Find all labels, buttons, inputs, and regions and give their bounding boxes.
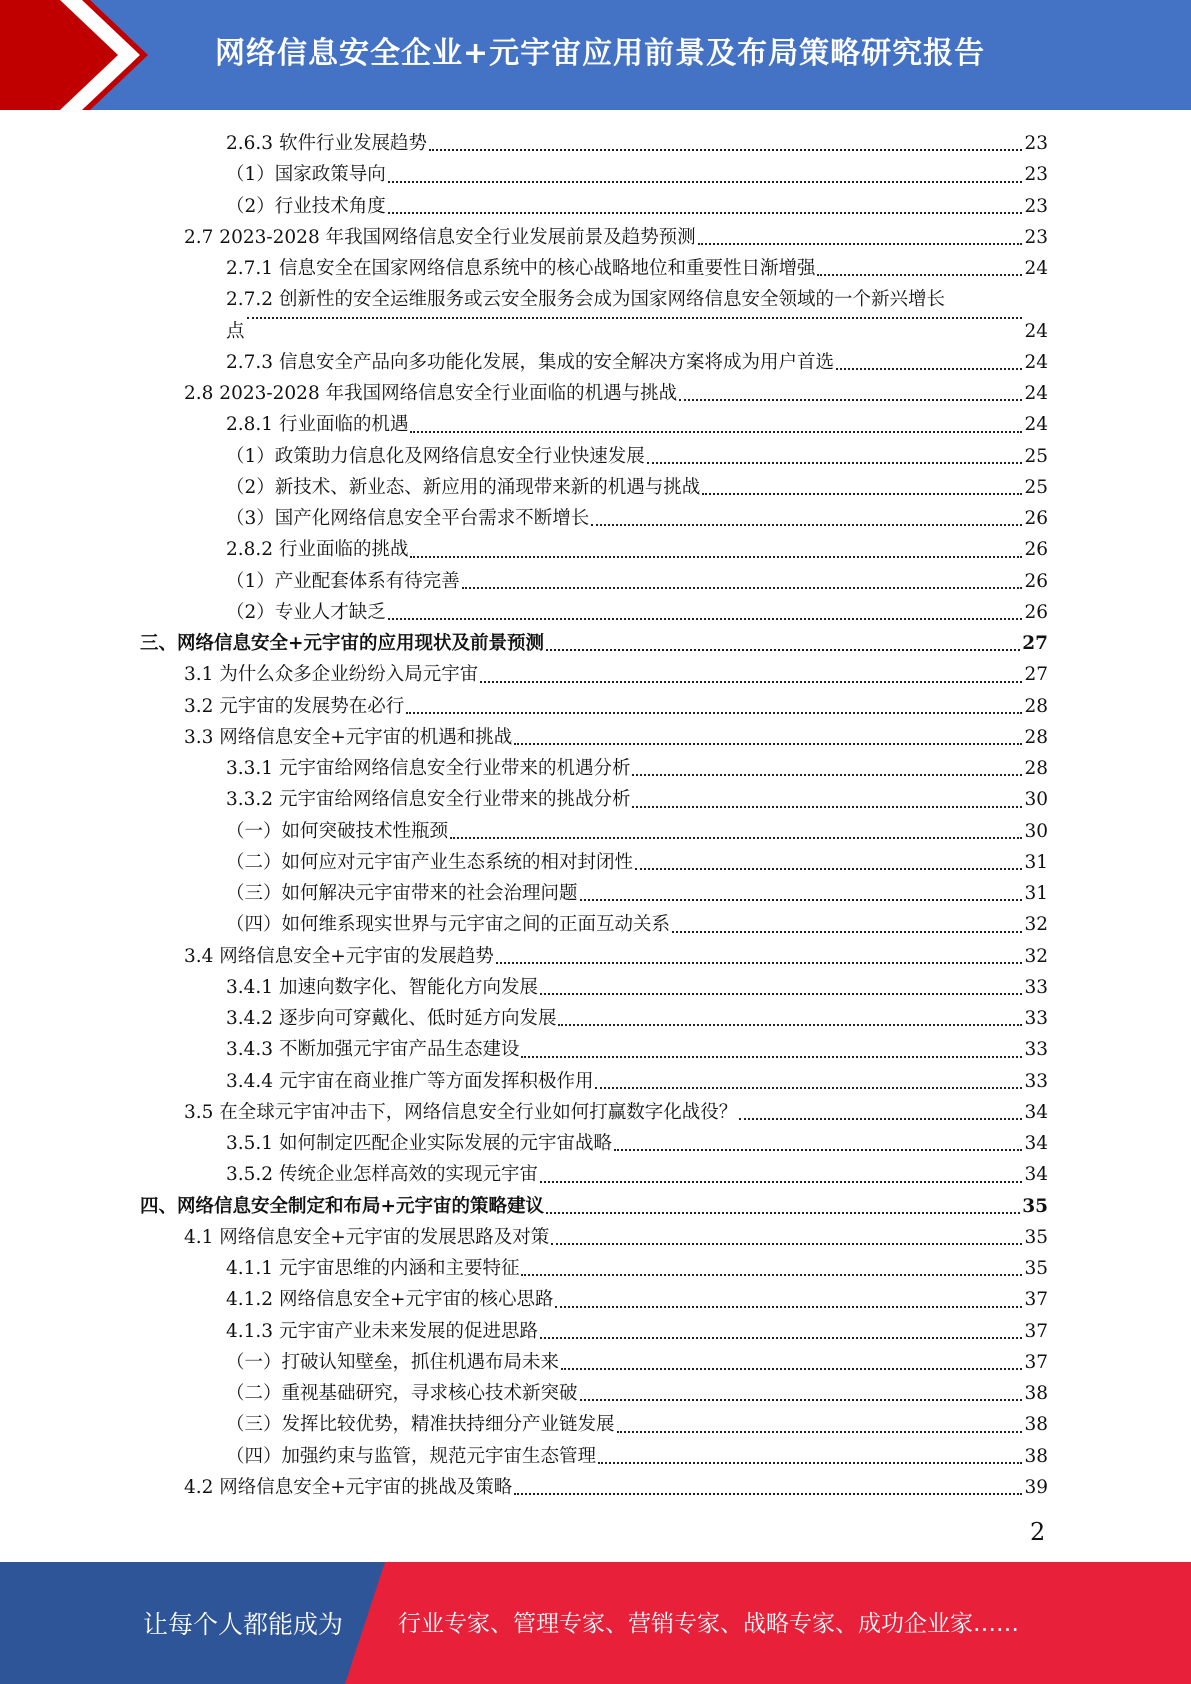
toc-entry[interactable]	[140, 1347, 1048, 1378]
toc-page-number: 33	[1024, 1070, 1048, 1092]
toc-page-number: 26	[1024, 570, 1048, 592]
toc-dot-leader	[462, 586, 1023, 589]
toc-entry-label: （1）产业配套体系有待完善	[226, 570, 460, 592]
toc-entry[interactable]	[140, 1034, 1048, 1065]
toc-entry-label: 3.1 为什么众多企业纷纷入局元宇宙	[184, 664, 479, 686]
toc-page-number: 37	[1024, 1320, 1048, 1342]
toc-entry[interactable]	[140, 1191, 1048, 1222]
toc-page-number: 34	[1024, 1164, 1048, 1186]
toc-page-number: 38	[1024, 1414, 1048, 1436]
toc-entry-label: 2.7 2023-2028 年我国网络信息安全行业发展前景及趋势预测	[184, 226, 696, 248]
toc-entry[interactable]	[140, 566, 1048, 597]
toc-dot-leader	[540, 1336, 1022, 1339]
toc-page-number: 38	[1024, 1383, 1048, 1404]
toc-page-number: 30	[1024, 789, 1048, 811]
toc-entry[interactable]	[140, 1097, 1048, 1128]
toc-page-number: 25	[1024, 476, 1048, 498]
toc-entry-label: 3.3.2 元宇宙给网络信息安全行业带来的挑战分析	[226, 789, 631, 811]
toc-dot-leader	[410, 555, 1022, 558]
toc-page-number: 27	[1022, 633, 1048, 654]
toc-entry[interactable]	[140, 1003, 1048, 1034]
toc-dot-leader	[672, 930, 1022, 933]
toc-dot-leader	[698, 242, 1023, 245]
toc-dot-leader	[561, 1367, 1022, 1370]
toc-page-number: 31	[1024, 851, 1048, 873]
toc-entry-label: 4.1 网络信息安全+元宇宙的发展思路及对策	[184, 1226, 550, 1248]
toc-page-number: 33	[1024, 1039, 1048, 1061]
toc-page-number: 23	[1024, 164, 1048, 186]
toc-entry[interactable]	[140, 753, 1048, 784]
toc-entry-label: 3.5.2 传统企业怎样高效的实现元宇宙	[226, 1164, 538, 1186]
toc-entry[interactable]	[140, 597, 1048, 628]
toc-page-number: 37	[1024, 1351, 1048, 1373]
toc-entry-label: （三）如何解决元宇宙带来的社会治理问题	[226, 883, 578, 904]
toc-entry-label: （2）专业人才缺乏	[226, 601, 386, 623]
toc-entry-label: （三）发挥比较优势，精准扶持细分产业链发展	[226, 1414, 615, 1436]
toc-dot-leader	[514, 742, 1022, 745]
table-of-contents	[140, 128, 1048, 1503]
toc-page-number: 31	[1024, 883, 1048, 904]
toc-dot-leader	[836, 367, 1022, 370]
toc-entry[interactable]	[140, 1066, 1048, 1097]
toc-entry[interactable]	[140, 847, 1048, 878]
toc-dot-leader	[514, 1492, 1022, 1495]
toc-dot-leader	[598, 1461, 1022, 1464]
toc-entry[interactable]	[140, 691, 1048, 722]
toc-entry-label: 2.7.2 创新性的安全运维服务或云安全服务会成为国家网络信息安全领域的一个新兴增长	[226, 289, 945, 311]
toc-entry-label: 4.2 网络信息安全+元宇宙的挑战及策略	[184, 1476, 513, 1498]
toc-entry-label: （一）打破认知壁垒，抓住机遇布局未来	[226, 1351, 560, 1373]
toc-dot-leader	[632, 805, 1022, 808]
toc-dot-leader	[632, 773, 1022, 776]
toc-dot-leader	[247, 316, 1023, 319]
toc-dot-leader	[702, 492, 1022, 495]
toc-dot-leader	[429, 148, 1022, 151]
toc-entry-label: 4.1.3 元宇宙产业未来发展的促进思路	[226, 1320, 538, 1342]
toc-entry-label: 2.7.3 信息安全产品向多功能化发展，集成的安全解决方案将成为用户首选	[226, 351, 834, 373]
toc-dot-leader	[521, 1273, 1022, 1276]
toc-entry[interactable]	[140, 378, 1048, 409]
toc-dot-leader	[546, 1211, 1020, 1214]
toc-entry[interactable]	[140, 659, 1048, 690]
toc-page-number: 30	[1024, 820, 1048, 842]
toc-entry[interactable]	[140, 909, 1048, 940]
page-header	[0, 0, 1191, 110]
page-footer	[0, 1562, 1191, 1684]
toc-page-number: 26	[1024, 539, 1048, 561]
toc-entry-label: （二）如何应对元宇宙产业生态系统的相对封闭性	[226, 851, 634, 873]
toc-dot-leader	[388, 180, 1023, 183]
toc-entry[interactable]	[140, 534, 1048, 565]
toc-page-number: 26	[1024, 601, 1048, 623]
toc-page-number: 24	[1024, 383, 1048, 404]
toc-dot-leader	[521, 1055, 1022, 1058]
toc-page-number: 35	[1022, 1195, 1048, 1217]
toc-dot-leader	[551, 1242, 1022, 1245]
toc-entry-label: 3.4.3 不断加强元宇宙产品生态建设	[226, 1039, 520, 1061]
toc-entry-label: （四）加强约束与监管，规范元宇宙生态管理	[226, 1445, 597, 1467]
toc-entry-label: （1）政策助力信息化及网络信息安全行业快速发展	[226, 445, 645, 467]
toc-entry[interactable]	[140, 1128, 1048, 1159]
toc-page-number: 24	[1024, 320, 1048, 342]
toc-dot-leader	[540, 1180, 1022, 1183]
toc-dot-leader	[647, 461, 1023, 464]
toc-entry-label: 2.8 2023-2028 年我国网络信息安全行业面临的机遇与挑战	[184, 383, 678, 404]
toc-dot-leader	[540, 992, 1022, 995]
toc-entry-label: 三、网络信息安全+元宇宙的应用现状及前景预测	[140, 633, 545, 654]
toc-entry-label: 2.8.1 行业面临的机遇	[226, 414, 409, 436]
toc-dot-leader	[580, 1398, 1023, 1401]
toc-entry[interactable]	[140, 878, 1048, 909]
page-number: 2	[1030, 1518, 1046, 1546]
toc-entry[interactable]	[140, 1159, 1048, 1190]
toc-entry-label: 3.4.4 元宇宙在商业推广等方面发挥积极作用	[226, 1070, 594, 1092]
toc-page-number: 23	[1024, 226, 1048, 248]
toc-page-number: 32	[1024, 914, 1048, 936]
toc-entry[interactable]	[140, 1441, 1048, 1472]
toc-page-number: 34	[1024, 1133, 1048, 1154]
toc-dot-leader	[406, 711, 1022, 714]
toc-entry-label: （一）如何突破技术性瓶颈	[226, 820, 449, 842]
toc-entry-label: 3.5 在全球元宇宙冲击下，网络信息安全行业如何打赢数字化战役？	[184, 1101, 738, 1123]
toc-page-number: 24	[1024, 351, 1048, 373]
toc-entry[interactable]	[140, 441, 1048, 472]
toc-entry[interactable]	[140, 409, 1048, 440]
toc-entry-label: 3.4 网络信息安全+元宇宙的发展趋势	[184, 945, 494, 967]
toc-dot-leader	[617, 1430, 1023, 1433]
toc-page-number: 24	[1024, 414, 1048, 436]
toc-entry[interactable]	[140, 1378, 1048, 1409]
toc-entry-label-continued: 点	[226, 320, 245, 342]
toc-entry-label: 四、网络信息安全制定和布局+元宇宙的策略建议	[140, 1195, 545, 1217]
report-title: 网络信息安全企业+元宇宙应用前景及布局策略研究报告	[215, 36, 986, 71]
toc-dot-leader	[410, 430, 1022, 433]
toc-dot-leader	[591, 523, 1022, 526]
footer-slogan-right: 行业专家、管理专家、营销专家、战略专家、成功企业家……	[398, 1611, 1019, 1637]
toc-page-number: 28	[1024, 758, 1048, 779]
toc-page-number: 38	[1024, 1445, 1048, 1467]
toc-entry-label: （2）新技术、新业态、新应用的涌现带来新的机遇与挑战	[226, 476, 701, 498]
toc-entry[interactable]	[140, 1472, 1048, 1503]
toc-page-number: 27	[1024, 664, 1048, 686]
footer-slogan-left: 让每个人都能成为	[143, 1610, 344, 1639]
toc-entry[interactable]	[140, 284, 1048, 347]
toc-entry[interactable]	[140, 347, 1048, 378]
toc-entry[interactable]	[140, 816, 1048, 847]
toc-entry[interactable]	[140, 128, 1048, 159]
toc-entry-label: 3.5.1 如何制定匹配企业实际发展的元宇宙战略	[226, 1133, 612, 1154]
toc-entry[interactable]	[140, 472, 1048, 503]
toc-page-number: 26	[1024, 508, 1048, 529]
toc-entry-label: （1）国家政策导向	[226, 164, 386, 186]
toc-dot-leader	[679, 398, 1022, 401]
toc-dot-leader	[450, 836, 1022, 839]
toc-entry[interactable]	[140, 784, 1048, 815]
toc-page-number: 33	[1024, 1008, 1048, 1029]
toc-page-number: 39	[1024, 1476, 1048, 1498]
toc-entry-label: 3.2 元宇宙的发展势在必行	[184, 695, 405, 717]
toc-entry[interactable]	[140, 503, 1048, 534]
toc-entry-label: （二）重视基础研究，寻求核心技术新突破	[226, 1383, 578, 1404]
toc-dot-leader	[546, 648, 1020, 651]
toc-dot-leader	[595, 1086, 1022, 1089]
toc-entry-label: 2.8.2 行业面临的挑战	[226, 539, 409, 561]
toc-dot-leader	[480, 680, 1022, 683]
toc-entry-label: （2）行业技术角度	[226, 195, 386, 217]
toc-page-number: 28	[1024, 695, 1048, 717]
toc-entry[interactable]	[140, 1222, 1048, 1253]
toc-dot-leader	[388, 617, 1023, 620]
toc-entry[interactable]	[140, 1284, 1048, 1315]
toc-entry-label: 4.1.2 网络信息安全+元宇宙的核心思路	[226, 1289, 554, 1311]
toc-entry[interactable]	[140, 253, 1048, 284]
toc-entry[interactable]	[140, 222, 1048, 253]
toc-page-number: 23	[1024, 195, 1048, 217]
toc-page-number: 23	[1024, 133, 1048, 154]
toc-dot-leader	[388, 211, 1023, 214]
toc-page-number: 37	[1024, 1289, 1048, 1311]
toc-page-number: 35	[1024, 1258, 1048, 1279]
toc-page-number: 25	[1024, 445, 1048, 467]
toc-entry-label: 3.4.1 加速向数字化、智能化方向发展	[226, 976, 538, 998]
toc-dot-leader	[614, 1148, 1022, 1151]
toc-dot-leader	[555, 1305, 1022, 1308]
toc-entry[interactable]	[140, 1409, 1048, 1440]
toc-entry-label: 2.6.3 软件行业发展趋势	[226, 133, 427, 154]
toc-page-number: 34	[1024, 1101, 1048, 1123]
toc-entry[interactable]	[140, 1253, 1048, 1284]
toc-page-number: 35	[1024, 1226, 1048, 1248]
toc-page-number: 24	[1024, 258, 1048, 279]
toc-page-number: 32	[1024, 945, 1048, 967]
toc-entry[interactable]	[140, 628, 1048, 659]
toc-page-number: 28	[1024, 726, 1048, 748]
toc-dot-leader	[739, 1117, 1022, 1120]
toc-entry[interactable]	[140, 159, 1048, 190]
toc-entry[interactable]	[140, 972, 1048, 1003]
toc-entry[interactable]	[140, 191, 1048, 222]
toc-entry-label: 3.3 网络信息安全+元宇宙的机遇和挑战	[184, 726, 513, 748]
toc-page-number: 33	[1024, 976, 1048, 998]
toc-entry-label: 2.7.1 信息安全在国家网络信息系统中的核心战略地位和重要性日渐增强	[226, 258, 816, 279]
toc-entry[interactable]	[140, 1316, 1048, 1347]
toc-entry-label: 4.1.1 元宇宙思维的内涵和主要特征	[226, 1258, 520, 1279]
toc-dot-leader	[817, 273, 1022, 276]
toc-entry-label: （3）国产化网络信息安全平台需求不断增长	[226, 508, 590, 529]
toc-dot-leader	[635, 867, 1022, 870]
toc-entry-label: 3.3.1 元宇宙给网络信息安全行业带来的机遇分析	[226, 758, 631, 779]
toc-entry-label: 3.4.2 逐步向可穿戴化、低时延方向发展	[226, 1008, 557, 1029]
toc-entry[interactable]	[140, 941, 1048, 972]
toc-dot-leader	[496, 961, 1023, 964]
toc-dot-leader	[580, 898, 1023, 901]
toc-entry[interactable]	[140, 722, 1048, 753]
toc-entry-label: （四）如何维系现实世界与元宇宙之间的正面互动关系	[226, 914, 671, 936]
toc-dot-leader	[558, 1023, 1022, 1026]
